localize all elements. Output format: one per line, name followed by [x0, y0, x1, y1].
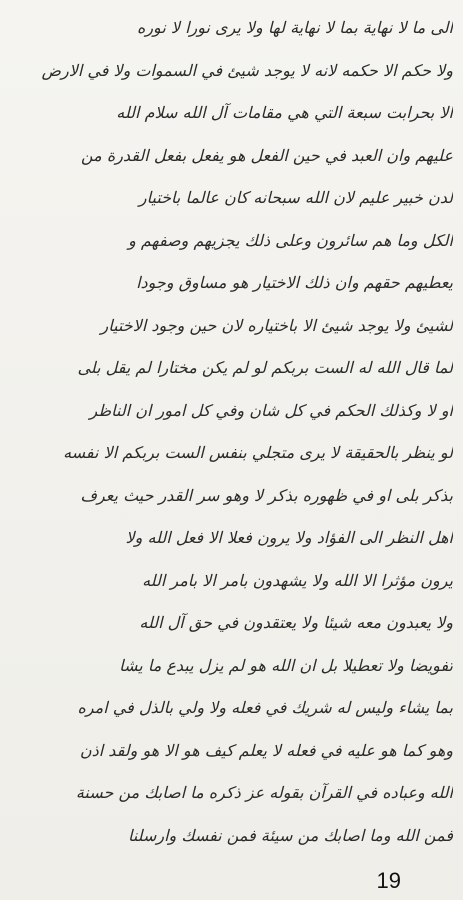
text-line-13: اهل النظر الى الفؤاد ولا يرون فعلا الا فعل الله ولا [125, 528, 453, 548]
text-line-12: بذكر بلى او في ظهوره بذكر لا وهو سر القدر حيث يعرف [80, 485, 453, 505]
manuscript-text [12, 14, 453, 850]
text-line-5: لدن خبير عليم لان الله سبحانه كان عالما باختيار [138, 188, 453, 208]
page-number: 19 [376, 868, 401, 893]
text-line-10: او لا وكذلك الحكم في كل شان وفي كل امور ان الناظر [89, 400, 453, 420]
text-line-2: ولا حكم الا حكمه لانه لا يوجد شيئ في السموات ولا في الارض [41, 60, 453, 80]
text-line-15: ولا يعبدون معه شيئا ولا يعتقدون في حق آل الله [139, 613, 453, 633]
text-line-8: لشيئ ولا يوجد شيئ الا باختياره لان حين وجود الاختيار [100, 315, 453, 335]
text-line-9: لما قال الله له الست بربكم لو لم يكن مختارا لم يقل بلى [77, 358, 453, 378]
text-line-14: يرون مؤثرا الا الله ولا يشهدون بامر الا بامر الله [142, 570, 453, 590]
text-line-16: تفويضا ولا تعطيلا بل ان الله هو لم يزل يبدع ما يشا [119, 655, 453, 675]
text-line-11: لو ينظر بالحقيقة لا يرى متجلي بنفس الست بربكم الا نفسه [63, 443, 453, 463]
text-line-3: الا بحرابت سبعة التي هي مقامات آل الله سلام الله [116, 103, 453, 123]
text-line-1: الى ما لا نهاية بما لا نهاية لها ولا يرى نورا لا نوره [136, 18, 453, 37]
text-line-18: وهو كما هو عليه في فعله لا يعلم كيف هو الا هو ولقد اذن [79, 740, 453, 760]
text-line-6: الكل وما هم سائرون وعلى ذلك يجزيهم وصفهم و [128, 230, 453, 250]
text-line-20: فمن الله وما اصابك من سيئة فمن نفسك وارسلنا [127, 825, 453, 845]
text-line-17: بما يشاء وليس له شريك في فعله ولا ولي بالذل في امره [77, 698, 453, 718]
text-line-4: عليهم وان العبد في حين الفعل هو يفعل بفعل القدرة من [80, 145, 453, 165]
text-line-7: يعطيهم حقهم وان ذلك الاختيار هو مساوق وجودا [136, 273, 453, 293]
text-line-19: الله وعباده في القرآن بقوله عز ذكره ما اصابك من حسنة [75, 783, 453, 803]
